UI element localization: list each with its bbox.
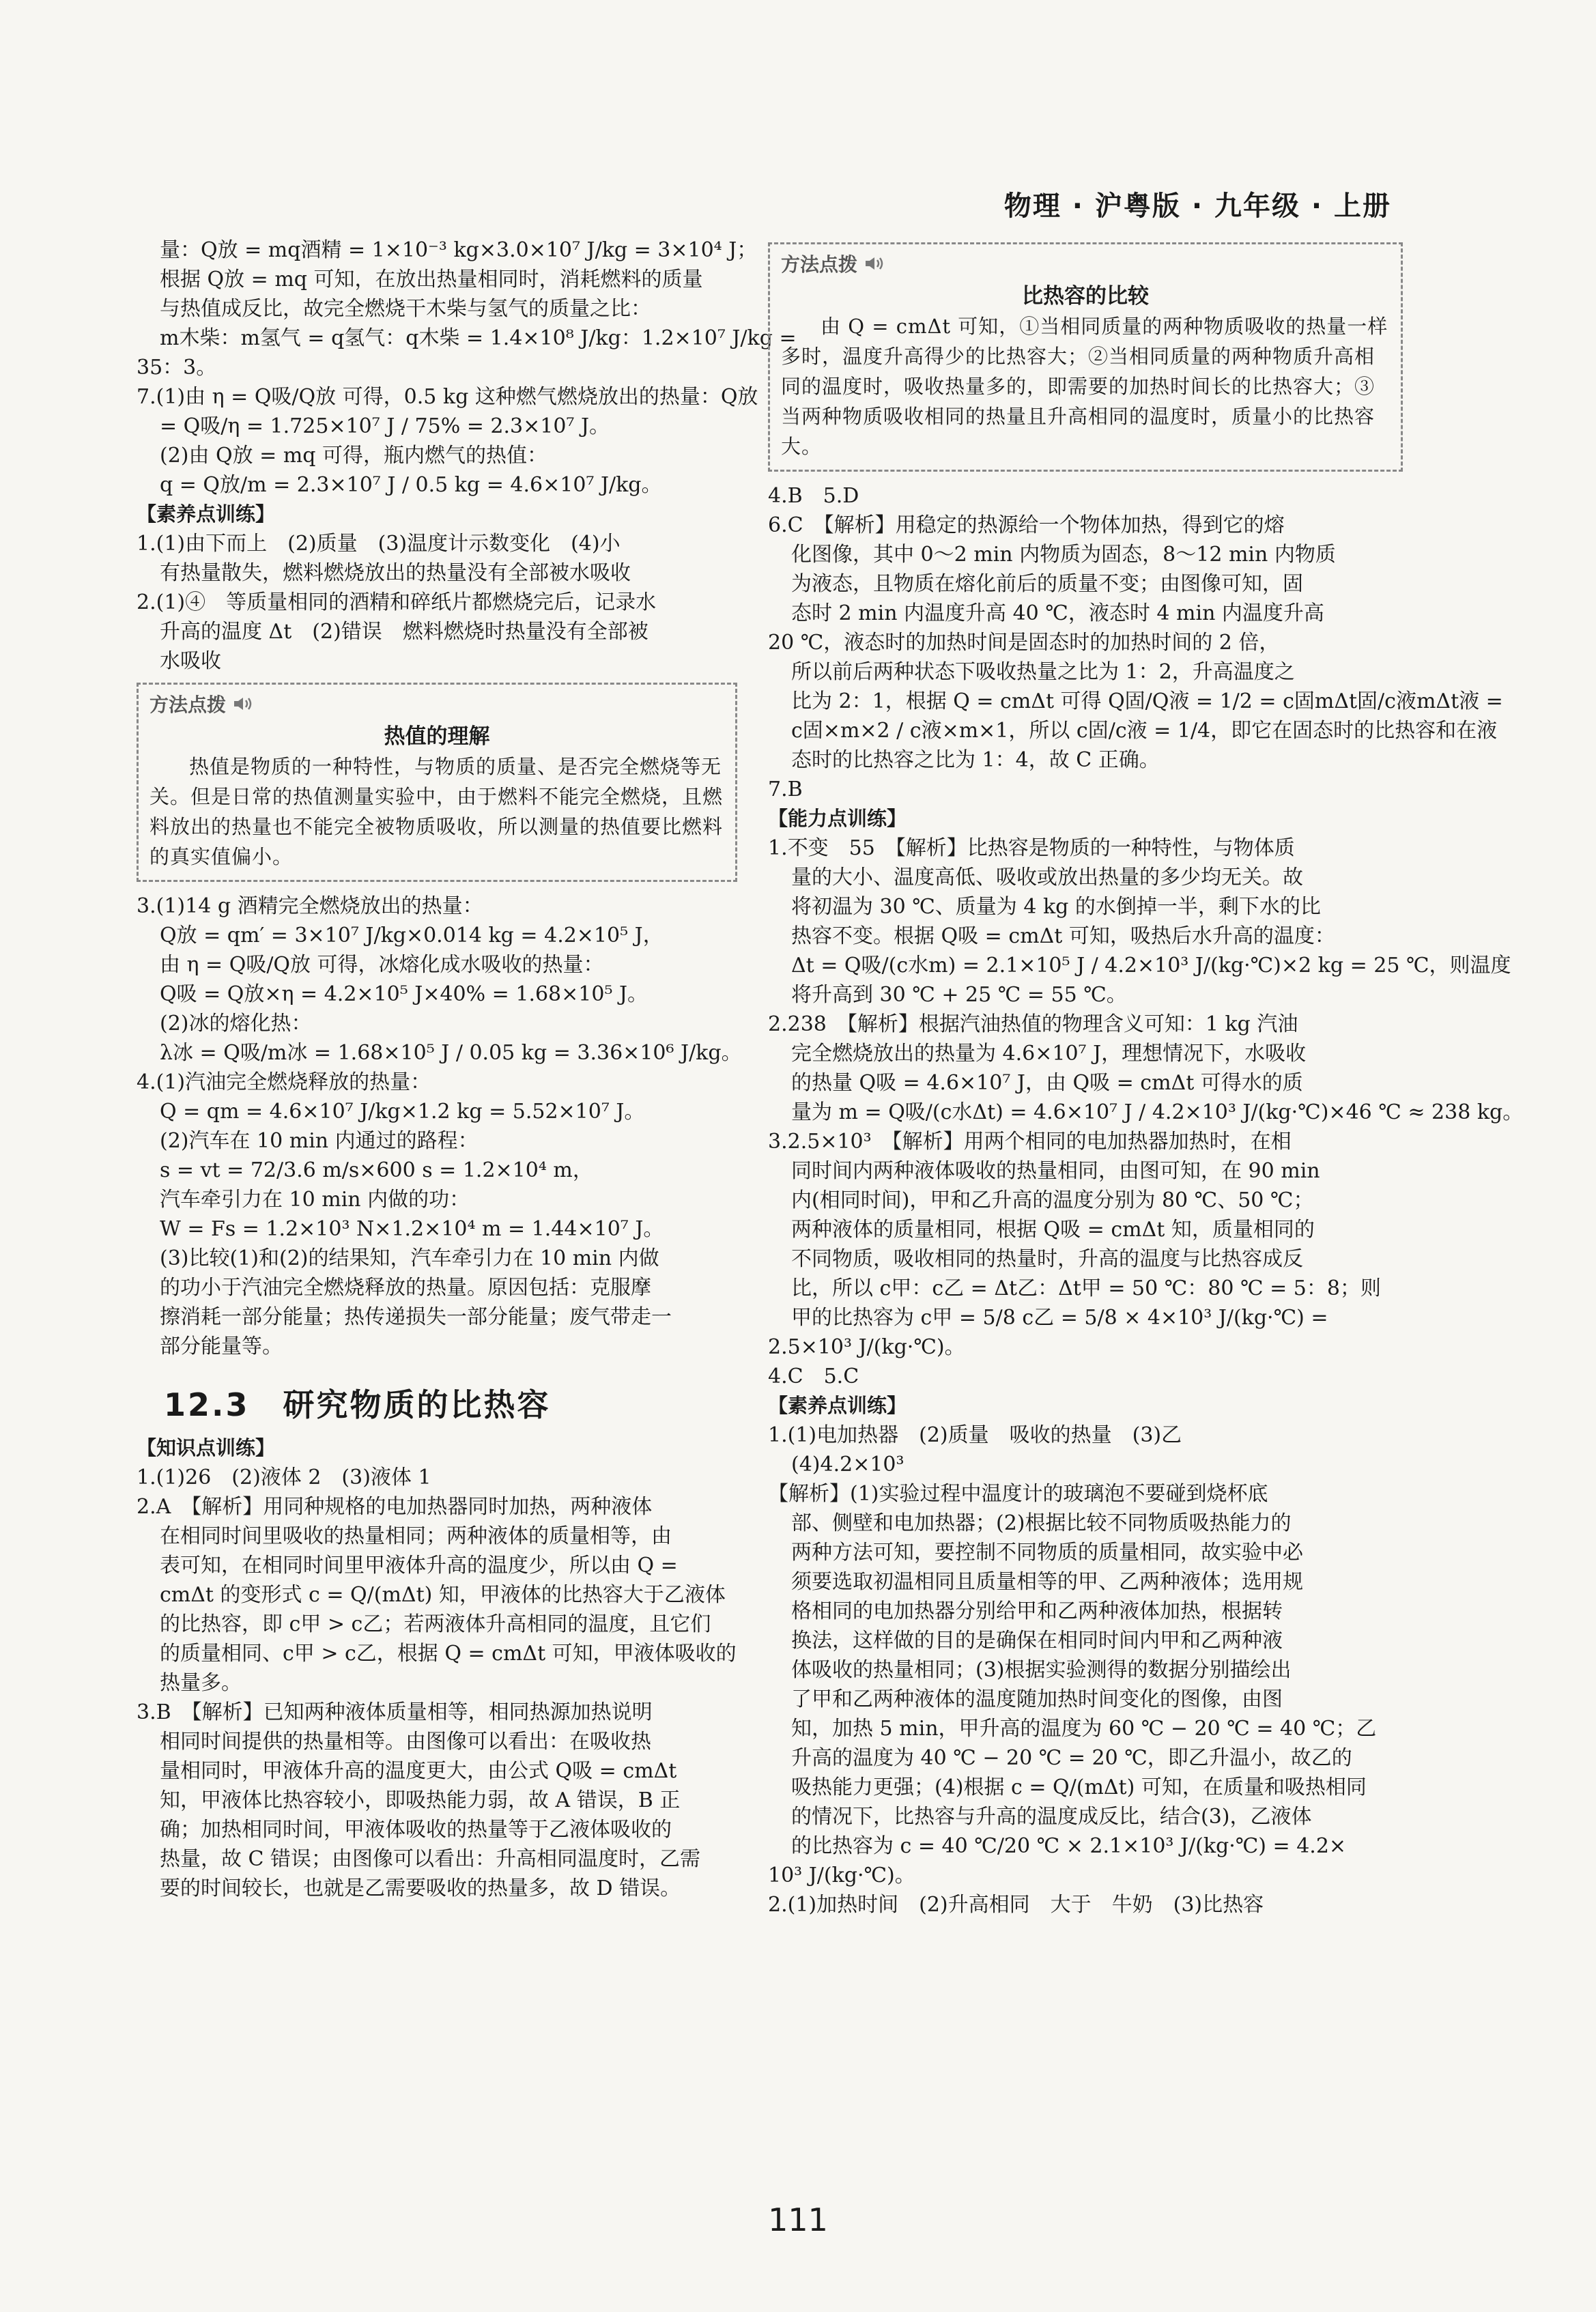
text-line: 3.2.5×10³ 【解析】用两个相同的电加热器加热时，在相 [768,1130,1292,1154]
text-line: 1.(1)由下而上 (2)质量 (3)温度计示数变化 (4)小 [137,532,621,556]
text-line: 升高的温度 Δt (2)错误 燃料燃烧时热量没有全部被 [160,620,649,644]
section-title: 12.3 研究物质的比热容 [164,1386,551,1423]
text-line: 擦消耗一部分能量；热传递损失一部分能量；废气带走一 [160,1305,672,1329]
text-line: 将初温为 30 ℃、质量为 4 kg 的水倒掉一半，剩下水的比 [791,895,1321,919]
left-block-c [137,891,742,1361]
text-line: 1.(1)电加热器 (2)质量 吸收的热量 (3)乙 [768,1423,1182,1447]
text-line: 2.A 【解析】用同种规格的电加热器同时加热，两种液体 [137,1495,653,1519]
text-line: 1.(1)26 (2)液体 2 (3)液体 1 [137,1466,431,1489]
text-line: 化图像，其中 0～2 min 内物质为固态，8～12 min 内物质 [791,543,1336,567]
text-line: 知，加热 5 min，甲升高的温度为 60 ℃ − 20 ℃ = 40 ℃；乙 [791,1717,1377,1741]
text-line: 所以前后两种状态下吸收热量之比为 1：2，升高温度之 [791,660,1295,684]
text-line: 的功小于汽油完全燃烧释放的热量。原因包括：克服摩 [160,1276,651,1300]
text-line: 由 η = Q吸/Q放 可得，冰熔化成水吸收的热量： [160,953,604,977]
text-line: 1.不变 55 【解析】比热容是物质的一种特性，与物体质 [768,836,1295,860]
text-line: 量的大小、温度高低、吸收或放出热量的多少均无关。故 [791,866,1303,889]
text-line: 热量，故 C 错误；由图像可以看出：升高相同温度时，乙需 [160,1847,701,1871]
text-line: 2.(1)④ 等质量相同的酒精和碎纸片都燃烧完后，记录水 [137,590,657,614]
text-line: 2.5×10³ J/(kg·℃)。 [768,1335,965,1359]
text-line: 10³ J/(kg·℃)。 [768,1864,915,1887]
text-line: 同时间内两种液体吸收的热量相同，由图可知，在 90 min [791,1159,1320,1183]
text-line: Δt = Q吸/(c水m) = 2.1×10⁵ J / 4.2×10³ J/(kg·℃)×2 kg = 25 ℃，则温度 [791,954,1511,977]
text-line: 甲的比热容为 c甲 = 5/8 c乙 = 5/8 × 4×10³ J/(kg·℃) = [791,1306,1328,1330]
text-line: 3.B 【解析】已知两种液体质量相等，相同热源加热说明 [137,1700,653,1724]
text-line: (4)4.2×10³ [791,1453,904,1476]
text-line: (2)冰的熔化热： [160,1012,312,1036]
text-line: cmΔt 的变形式 c = Q/(mΔt) 知，甲液体的比热容大于乙液体 [160,1583,726,1607]
text-line: 知，甲液体比热容较小，即吸热能力弱，故 A 错误，B 正 [160,1788,681,1812]
text-line: 的比热容，即 c甲 > c乙；若两液体升高相同的温度，且它们 [160,1612,711,1636]
text-line: 升高的温度为 40 ℃ − 20 ℃ = 20 ℃，即乙升温小，故乙的 [791,1746,1352,1770]
text-line: Q放 = qm′ = 3×10⁷ J/kg×0.014 kg = 4.2×10⁵ J， [160,924,664,947]
text-line: 表可知，在相同时间里甲液体升高的温度少，所以由 Q = [160,1554,678,1578]
tip-label-text: 方法点拨 [149,694,227,716]
tip-title: 热值的理解 [384,724,490,749]
text-line: (2)汽车在 10 min 内通过的路程： [160,1129,479,1153]
left-block-b [137,529,737,676]
speaker-icon [864,256,885,271]
text-line: 热容不变。根据 Q吸 = cmΔt 可知，吸热后水升高的温度： [791,924,1335,948]
text-line: s = vt = 72/3.6 m/s×600 s = 1.2×10⁴ m， [160,1158,593,1182]
text-line: 3.(1)14 g 酒精完全燃烧放出的热量： [137,894,483,918]
text-line: 的比热容为 c = 40 ℃/20 ℃ × 2.1×10³ J/(kg·℃) = 4.2× [791,1834,1347,1858]
tip-label-text: 方法点拨 [781,253,858,276]
tip-text: 热值是物质的一种特性，与物质的质量、是否完全燃烧等无关。但是日常的热值测量实验中，由于燃料不能完全燃烧，且燃料放出的热量也不能完全被物质吸收，所以测量的热值要比燃料的真实值偏小。 [149,755,724,868]
section-label: 【素养点训练】 [768,1394,907,1417]
text-line: 态时 2 min 内温度升高 40 ℃，液态时 4 min 内温度升高 [791,601,1324,625]
left-block-d [137,1463,737,1903]
text-line: 量相同时，甲液体升高的温度更大，由公式 Q吸 = cmΔt [160,1759,677,1783]
text-line: 2.(1)加热时间 (2)升高相同 大于 牛奶 (3)比热容 [768,1893,1264,1917]
page-number: 111 [768,2201,828,2238]
text-line: 的热量 Q吸 = 4.6×10⁷ J，由 Q吸 = cmΔt 可得水的质 [791,1071,1303,1095]
text-line: 量为 m = Q吸/(c水Δt) = 4.6×10⁷ J / 4.2×10³ J/(kg·℃)×46 ℃ ≈ 238 kg。 [791,1100,1524,1124]
text-line: 将升高到 30 ℃ + 25 ℃ = 55 ℃。 [791,983,1127,1007]
text-line: c固×m×2 / c液×m×1，所以 c固/c液 = 1/4，即它在固态时的比热容和在液 [791,719,1498,743]
text-line: m木柴：m氢气 = q氢气：q木柴 = 1.4×10⁸ J/kg：1.2×10⁷ J/kg = [160,326,797,350]
section-label: 【知识点训练】 [137,1436,276,1459]
text-line: 【解析】(1)实验过程中温度计的玻璃泡不要碰到烧杯底 [768,1482,1268,1506]
right-column [768,236,1524,1919]
section-label: 【素养点训练】 [137,502,276,526]
text-line: 4.(1)汽油完全燃烧释放的热量： [137,1070,431,1094]
page-header: 物理 · 沪粤版 · 九年级 · 上册 [1003,190,1391,222]
text-line: Q = qm = 4.6×10⁷ J/kg×1.2 kg = 5.52×10⁷ J。 [160,1100,645,1124]
tip-title: 比热容的比较 [1022,284,1149,309]
text-line: 2.238 【解析】根据汽油热值的物理含义可知：1 kg 汽油 [768,1012,1298,1036]
text-line: 20 ℃，液态时的加热时间是固态时的加热时间的 2 倍， [768,631,1280,655]
text-line: q = Q放/m = 2.3×10⁷ J / 0.5 kg = 4.6×10⁷ J/kg。 [160,473,662,497]
text-line: 内(相同时间)，甲和乙升高的温度分别为 80 ℃、50 ℃； [791,1188,1314,1212]
text-line: 格相同的电加热器分别给甲和乙两种液体加热，根据转 [791,1599,1283,1623]
right-block-a [768,481,1503,804]
text-line: 6.C 【解析】用稳定的热源给一个物体加热，得到它的熔 [768,513,1285,537]
speaker-icon [233,696,253,711]
text-line: 的情况下，比热容与升高的温度成反比，结合(3)，乙液体 [791,1805,1312,1829]
tip-label [149,690,724,717]
text-line: 不同物质，吸收相同的热量时，升高的温度与比热容成反 [791,1247,1303,1271]
text-line: 完全燃烧放出的热量为 4.6×10⁷ J，理想情况下，水吸收 [791,1042,1307,1066]
text-line: 部、侧壁和电加热器；(2)根据比较不同物质吸热能力的 [791,1511,1292,1535]
text-line: 4.C 5.C [768,1365,859,1388]
tip-label [781,250,1390,277]
text-line: 根据 Q放 = mq 可知，在放出热量相同时，消耗燃料的质量 [160,268,703,291]
text-line: 热量多。 [160,1671,242,1695]
text-line: (3)比较(1)和(2)的结果知，汽车牵引力在 10 min 内做 [160,1246,659,1270]
text-line: 在相同时间里吸收的热量相同；两种液体的质量相等，由 [160,1524,672,1548]
text-line: 水吸收 [160,649,221,673]
section-label: 【能力点训练】 [768,807,907,830]
text-line: 的质量相同、c甲 > c乙，根据 Q = cmΔt 可知，甲液体吸收的 [160,1642,737,1666]
text-line: 量：Q放 = mq酒精 = 1×10⁻³ kg×3.0×10⁷ J/kg = 3×10⁴ J； [160,238,758,262]
text-line: 7.B [768,777,803,801]
method-tip-box [768,242,1403,472]
text-line: 4.B 5.D [768,484,859,508]
text-line: 要的时间较长，也就是乙需要吸收的热量多，故 D 错误。 [160,1876,681,1900]
text-line: 态时的比热容之比为 1：4，故 C 正确。 [791,748,1160,772]
text-line: 有热量散失，燃料燃烧放出的热量没有全部被水吸收 [160,561,631,585]
text-line: W = Fs = 1.2×10³ N×1.2×10⁴ m = 1.44×10⁷ J。 [160,1217,664,1241]
text-line: 汽车牵引力在 10 min 内做的功： [160,1188,470,1212]
text-line: 了甲和乙两种液体的温度随加热时间变化的图像，由图 [791,1687,1283,1711]
text-line: 与热值成反比，故完全燃烧干木柴与氢气的质量之比： [160,297,651,321]
text-line: 比，所以 c甲：c乙 = Δt乙：Δt甲 = 50 ℃：80 ℃ = 5：8；则 [791,1276,1381,1300]
text-line: = Q吸/η = 1.725×10⁷ J / 75% = 2.3×10⁷ J。 [160,414,610,438]
method-tip-box [137,683,737,882]
text-line: 确；加热相同时间，甲液体吸收的热量等于乙液体吸收的 [160,1818,672,1842]
text-line: 部分能量等。 [160,1335,283,1358]
text-line: λ冰 = Q吸/m冰 = 1.68×10⁵ J / 0.05 kg = 3.36×10⁶ J/kg。 [160,1041,742,1065]
text-line: 两种液体的质量相同，根据 Q吸 = cmΔt 知，质量相同的 [791,1218,1315,1242]
text-line: (2)由 Q放 = mq 可得，瓶内燃气的热值： [160,444,548,468]
text-line: 换法，这样做的目的是确保在相同时间内甲和乙两种液 [791,1629,1283,1653]
text-line: 比为 2：1，根据 Q = cmΔt 可得 Q固/Q液 = 1/2 = c固mΔt固/c液mΔt液 = [791,689,1503,713]
tip-text: 由 Q = cmΔt 可知，①当相同质量的两种物质吸收的热量一样多时，温度升高得少的比热容大；②当相同质量的两种物质升高相同的温度时，吸收热量多的，即需要的加热时间长的比热容大；③当两种物质吸收相同的热量且升高相同的温度时，质量小的比热容大。 [781,315,1388,458]
right-block-c [768,1421,1403,1919]
left-block-a [137,236,797,500]
text-line: Q吸 = Q放×η = 4.2×10⁵ J×40% = 1.68×10⁵ J。 [160,982,649,1006]
text-line: 吸热能力更强；(4)根据 c = Q/(mΔt) 可知，在质量和吸热相同 [791,1775,1367,1799]
text-line: 相同时间提供的热量相等。由图像可以看出：在吸收热 [160,1730,651,1754]
text-line: 体吸收的热量相同；(3)根据实验测得的数据分别描绘出 [791,1658,1292,1682]
text-line: 7.(1)由 η = Q吸/Q放 可得，0.5 kg 这种燃气燃烧放出的热量：Q放 [137,385,758,409]
right-block-b [768,833,1524,1391]
text-line: 须要选取初温相同且质量相等的甲、乙两种液体；选用规 [791,1570,1303,1594]
text-line: 为液态，且物质在熔化前后的质量不变；由图像可知，固 [791,572,1303,596]
text-line: 35：3。 [137,356,217,380]
text-line: 两种方法可知，要控制不同物质的质量相同，故实验中必 [791,1541,1303,1565]
